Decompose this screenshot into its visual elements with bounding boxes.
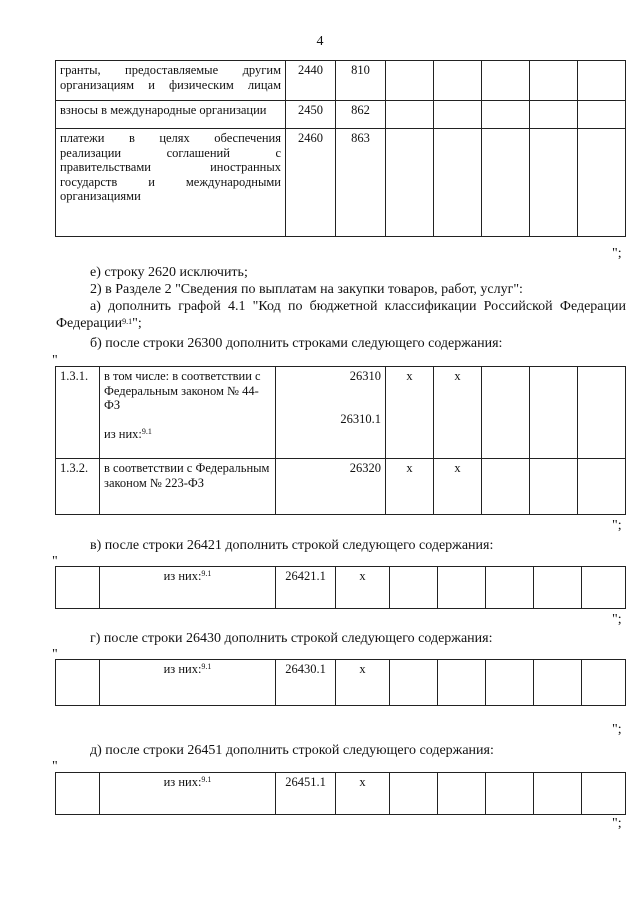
empty-cell [386,129,434,237]
para-g: г) после строки 26430 дополнить строкой следующего содержания: [90,631,493,646]
empty-cell [386,61,434,101]
row-line-code [276,367,386,459]
close-quote-marker: "; [612,816,622,831]
empty-cell [486,773,534,815]
x-cell: х [386,367,434,459]
close-quote-marker: "; [612,722,622,737]
row-name-text: из них: [163,569,202,583]
x-cell: х [336,773,390,815]
empty-cell [530,459,578,515]
table-purchases [55,366,626,515]
para-a [56,298,626,315]
empty-cell [434,129,482,237]
empty-cell [438,660,486,706]
row-name [100,567,276,609]
para-a-end: Федерации$^{9.1}$"; [56,316,142,331]
para-a-tail: "; [132,316,142,331]
row-name-text: в том числе: в соответствии с Федеральным законом № 44-ФЗ [104,369,261,412]
table-row-26451 [55,772,626,815]
row-name [100,773,276,815]
empty-cell [482,129,530,237]
empty-cell [530,129,578,237]
open-quote-marker: " [52,353,58,368]
empty-cell [390,660,438,706]
close-quote-marker: "; [612,518,622,533]
x-cell: х [434,459,482,515]
empty-cell [390,773,438,815]
empty-cell [578,367,626,459]
empty-cell [582,660,626,706]
empty-cell [534,567,582,609]
empty-cell [582,773,626,815]
x-cell: х [386,459,434,515]
row-line-code: 26320 [276,459,386,515]
empty-cell [578,101,626,129]
row-name [100,367,276,459]
row-name: взносы в международные организации [56,101,286,129]
empty-cell [434,101,482,129]
empty-cell [534,773,582,815]
open-quote-marker: " [52,647,58,662]
para-e: е) строку 2620 исключить; [90,265,248,280]
row-name-text: из них: [163,662,202,676]
empty-cell [482,61,530,101]
line-code-sub: 26310.1 [340,411,381,426]
empty-cell [534,660,582,706]
row-name: гранты, предоставляемые другим организациям и физическим лицам [56,61,286,101]
row-line-code: 26421.1 [276,567,336,609]
empty-cell [486,660,534,706]
empty-cell [56,567,100,609]
row-number: 1.3.2. [56,459,100,515]
empty-cell [482,367,530,459]
empty-cell [438,567,486,609]
table-row [56,367,626,459]
empty-cell [56,660,100,706]
para-v: в) после строки 26421 дополнить строкой следующего содержания: [90,538,494,553]
table-row [56,459,626,515]
row-name: в соответствии с Федеральным законом № 223-ФЗ [100,459,276,515]
row-line-code: 2440 [286,61,336,101]
empty-cell [530,101,578,129]
footnote-ref: 9.1 [141,426,152,436]
row-kosgu-code: 862 [336,101,386,129]
empty-cell [578,459,626,515]
footnote-ref: 9.1 [201,569,212,578]
table-row [56,101,626,129]
empty-cell [56,773,100,815]
table-row-26421 [55,566,626,609]
empty-cell [578,129,626,237]
para-d: д) после строки 26451 дополнить строкой следующего содержания: [90,743,494,758]
empty-cell [578,61,626,101]
page-number: 4 [316,34,324,49]
row-subname-text: из них: [104,426,142,441]
empty-cell [386,101,434,129]
empty-cell [482,459,530,515]
row-name [100,660,276,706]
footnote-ref: 9.1 [201,662,212,671]
row-line-code: 26451.1 [276,773,336,815]
row-subname [104,427,152,441]
empty-cell [438,773,486,815]
row-line-code: 26430.1 [276,660,336,706]
table-row [56,773,626,815]
para-a-text: а) дополнить графой 4.1 "Код по бюджетной классификации Российской Федерации [90,299,626,314]
x-cell: х [336,567,390,609]
empty-cell [482,101,530,129]
empty-cell [582,567,626,609]
table-row-26430 [55,659,626,706]
row-name: платежи в целях обеспечения реализации соглашений с правительствами иностранных государств и международными организациями [56,129,286,237]
table-row [56,129,626,237]
empty-cell [390,567,438,609]
row-name-text: из них: [163,775,202,789]
row-kosgu-code: 863 [336,129,386,237]
open-quote-marker: " [52,759,58,774]
empty-cell [486,567,534,609]
row-kosgu-code: 810 [336,61,386,101]
empty-cell [530,61,578,101]
row-line-code: 2460 [286,129,336,237]
row-line-code: 2450 [286,101,336,129]
empty-cell [530,367,578,459]
row-number: 1.3.1. [56,367,100,459]
line-code: 26310 [349,369,381,383]
close-quote-marker: "; [612,246,622,261]
para-section-2: 2) в Разделе 2 "Сведения по выплатам на закупки товаров, работ, услуг": [90,282,523,297]
open-quote-marker: " [52,554,58,569]
table-row [56,61,626,101]
close-quote-marker: "; [612,612,622,627]
para-b: б) после строки 26300 дополнить строками следующего содержания: [90,336,503,351]
x-cell: х [336,660,390,706]
table-row [56,660,626,706]
footnote-ref: 9.1 [122,317,133,326]
table-expenses [55,60,626,237]
footnote-ref: 9.1 [201,775,212,784]
table-row [56,567,626,609]
x-cell: х [434,367,482,459]
empty-cell [434,61,482,101]
